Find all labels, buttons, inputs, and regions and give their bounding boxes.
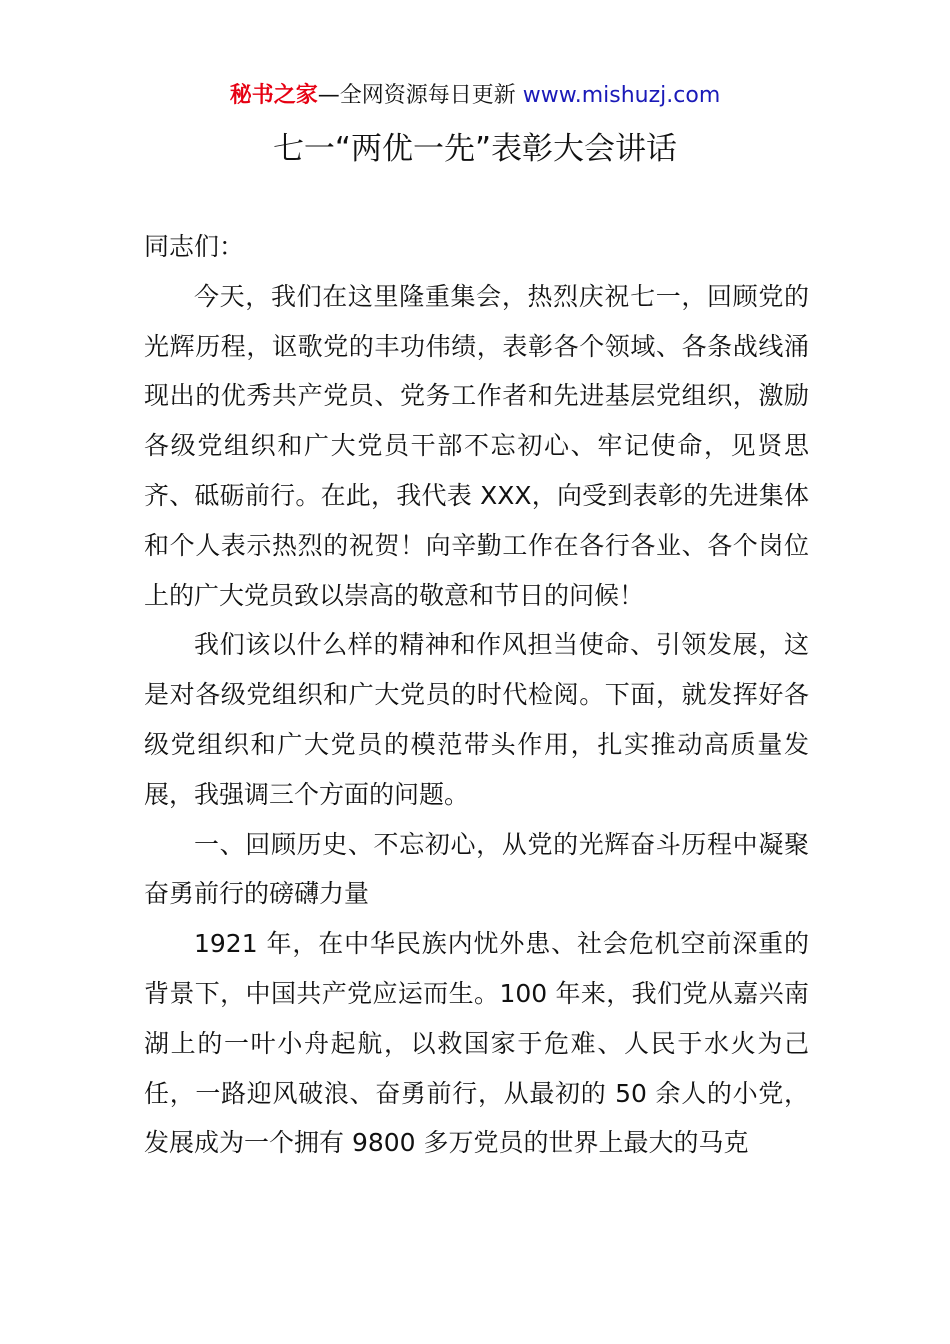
salutation: 同志们： xyxy=(144,232,245,261)
section-heading-1: 一、回顾历史、不忘初心，从党的光辉奋斗历程中凝聚奋勇前行的磅礴力量 xyxy=(144,829,809,909)
site-tagline: —全网资源每日更新 xyxy=(317,83,516,108)
paragraph-3: 1921 年，在中华民族内忧外患、社会危机空前深重的背景下，中国共产党应运而生。100 年来，我们党从嘉兴南湖上的一叶小舟起航，以救国家于危难、人民于水火为己任，一路迎风破浪、奋勇前行，从最初的 50 余人的小党，发展成为一个拥有 9800 多万党员的世界上最大的马克 xyxy=(144,929,809,1158)
paragraph-1: 今天，我们在这里隆重集会，热烈庆祝七一，回顾党的光辉历程，讴歌党的丰功伟绩，表彰各个领域、各条战线涌现出的优秀共产党员、党务工作者和先进基层党组织，激励各级党组织和广大党员干部不忘初心、牢记使命，见贤思齐、砥砺前行。在此，我代表 XXX，向受到表彰的先进集体和个人表示热烈的祝贺！向辛勤工作在各行各业、各个岗位上的广大党员致以崇高的敬意和节日的问候！ xyxy=(144,281,809,610)
site-header xyxy=(0,80,950,112)
site-brand: 秘书之家 xyxy=(229,83,318,108)
paragraph-2: 我们该以什么样的精神和作风担当使命、引领发展，这是对各级党组织和广大党员的时代检阅。下面，就发挥好各级党组织和广大党员的模范带头作用，扎实推动高质量发展，我强调三个方面的问题。 xyxy=(144,630,809,809)
document-body xyxy=(144,222,809,1168)
site-url-link[interactable]: www.mishuzj.com xyxy=(522,83,721,108)
document-title: 七一“两优一先”表彰大会讲话 xyxy=(272,131,678,167)
